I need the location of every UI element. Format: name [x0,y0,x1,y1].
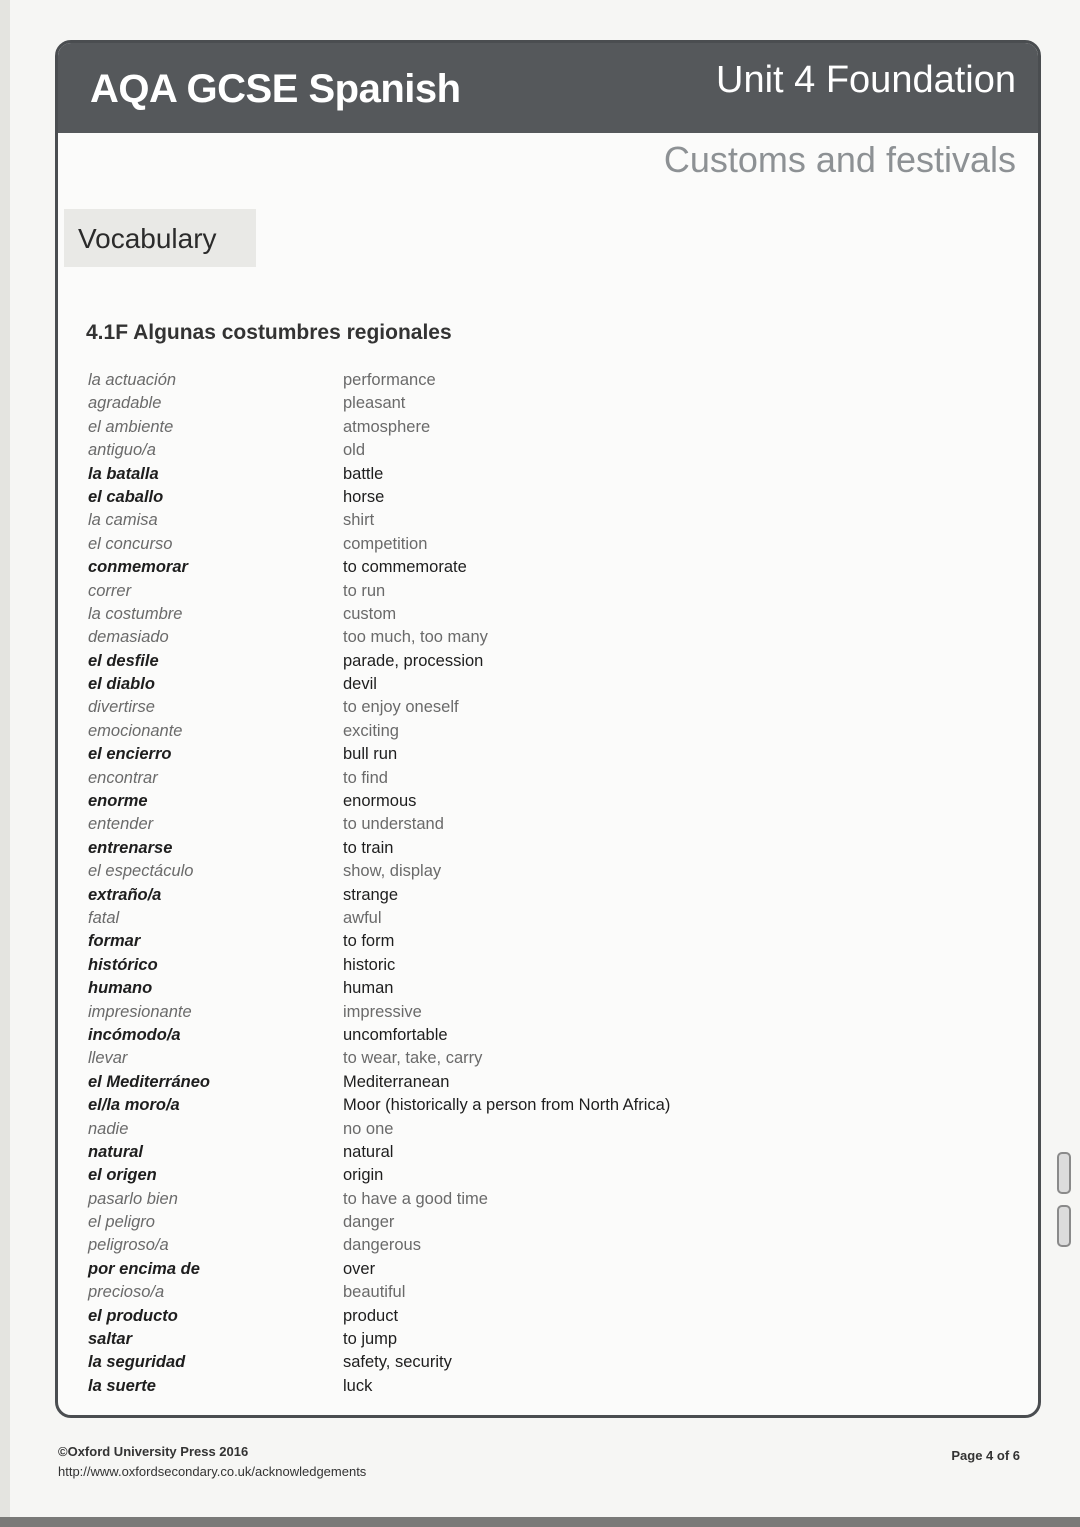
english-meaning: devil [343,675,377,694]
spanish-term: el peligro [88,1213,155,1232]
english-meaning: Moor (historically a person from North Africa) [343,1096,671,1115]
vocab-row [88,720,670,743]
vocab-row [88,1351,670,1374]
english-meaning: uncomfortable [343,1025,448,1044]
english-meaning: safety, security [343,1353,452,1372]
vocab-row [88,1001,670,1024]
spanish-term: entender [88,815,154,834]
spanish-term: enorme [88,792,148,811]
vocab-row [88,977,670,1000]
english-meaning: to wear, take, carry [343,1049,483,1068]
english-meaning: show, display [343,862,442,881]
spanish-term: la camisa [88,511,158,530]
vocab-row [88,392,670,415]
header-bar [58,43,1038,133]
vocabulary-heading: Vocabulary [78,223,217,254]
english-meaning: horse [343,487,385,506]
vocab-row [88,813,670,836]
vocab-row [88,1328,670,1351]
spanish-term: peligroso/a [88,1236,169,1255]
spanish-term: emocionante [88,721,183,740]
spanish-term: natural [88,1142,144,1161]
spanish-term: incómodo/a [88,1025,181,1044]
vocab-row [88,509,670,532]
english-meaning: over [343,1259,376,1278]
english-meaning: natural [343,1142,394,1161]
spanish-term: el/la moro/a [88,1096,180,1115]
spanish-term: el espectáculo [88,862,194,881]
vocab-row [88,1258,670,1281]
spanish-term: el desfile [88,651,159,670]
english-meaning: to commemorate [343,558,467,577]
footer-credits [58,1442,366,1482]
english-meaning: human [343,979,394,998]
vocab-row [88,439,670,462]
spanish-term: demasiado [88,628,169,647]
spanish-term: saltar [88,1330,133,1349]
english-meaning: to find [343,768,388,787]
spanish-term: el producto [88,1306,178,1325]
copyright-text: ©Oxford University Press 2016 [58,1444,249,1459]
spanish-term: el origen [88,1166,157,1185]
vocab-row [88,1305,670,1328]
english-meaning: bull run [343,745,398,764]
spanish-term: la costumbre [88,604,183,623]
spanish-term: el concurso [88,534,173,553]
vocab-row [88,533,670,556]
spanish-term: la suerte [88,1376,156,1395]
spanish-term: fatal [88,908,120,927]
vocab-row [88,907,670,930]
vocab-row [88,626,670,649]
english-meaning: to understand [343,815,444,834]
spanish-term: nadie [88,1119,129,1138]
unit-subtitle: Customs and festivals [663,139,1016,180]
worksheet-panel [55,40,1041,1418]
vocab-row [88,1071,670,1094]
english-meaning: to have a good time [343,1189,488,1208]
vocab-row [88,696,670,719]
vocabulary-list [88,369,670,1398]
vocab-row [88,486,670,509]
english-meaning: custom [343,604,397,623]
vocab-row [88,1118,670,1141]
vocab-row [88,1281,670,1304]
vocab-row [88,369,670,392]
spanish-term: conmemorar [88,558,188,577]
vocab-row [88,1188,670,1211]
english-meaning: beautiful [343,1283,406,1302]
english-meaning: origin [343,1166,384,1185]
english-meaning: pleasant [343,394,406,413]
english-meaning: awful [343,908,382,927]
spanish-term: la seguridad [88,1353,186,1372]
vocab-row [88,790,670,813]
acknowledgements-link[interactable]: http://www.oxfordsecondary.co.uk/acknowledgements [58,1464,367,1479]
vocab-row [88,954,670,977]
spanish-term: histórico [88,955,158,974]
spanish-term: divertirse [88,698,155,717]
spanish-term: impresionante [88,1002,192,1021]
spanish-term: por encima de [88,1259,200,1278]
vocab-row [88,1375,670,1398]
vocab-row [88,1211,670,1234]
vocab-row [88,767,670,790]
vocab-row [88,463,670,486]
spanish-term: la batalla [88,464,159,483]
vocab-row [88,1094,670,1117]
spanish-term: pasarlo bien [88,1189,178,1208]
english-meaning: battle [343,464,384,483]
binder-ring [1057,1152,1071,1194]
vocab-row [88,860,670,883]
vocab-row [88,1024,670,1047]
english-meaning: too much, too many [343,628,488,647]
spanish-term: el encierro [88,745,172,764]
english-meaning: shirt [343,511,375,530]
vocab-row [88,743,670,766]
page-number: Page 4 of 6 [951,1448,1020,1463]
spanish-term: correr [88,581,132,600]
english-meaning: luck [343,1376,373,1395]
vocab-row [88,650,670,673]
vocab-row [88,837,670,860]
english-meaning: exciting [343,721,399,740]
vocab-row [88,580,670,603]
vocab-row [88,416,670,439]
spanish-term: precioso/a [88,1283,165,1302]
vocab-row [88,1164,670,1187]
english-meaning: performance [343,371,436,389]
vocab-row [88,673,670,696]
vocab-row [88,884,670,907]
spanish-term: extraño/a [88,885,162,904]
spanish-term: formar [88,932,141,951]
spanish-term: agradable [88,394,162,413]
spanish-term: antiguo/a [88,441,156,460]
spanish-term: humano [88,979,153,998]
english-meaning: to jump [343,1330,398,1349]
spanish-term: la actuación [88,371,177,389]
vocab-row [88,930,670,953]
english-meaning: to enjoy oneself [343,698,459,717]
page-edge [0,0,10,1527]
vocab-row [88,556,670,579]
english-meaning: dangerous [343,1236,421,1255]
unit-title: Unit 4 Foundation [716,59,1016,101]
spanish-term: el Mediterráneo [88,1072,210,1091]
english-meaning: atmosphere [343,417,431,436]
spanish-term: llevar [88,1049,128,1068]
binder-ring [1057,1205,1071,1247]
english-meaning: historic [343,955,396,974]
vocab-row [88,1141,670,1164]
vocab-row [88,1047,670,1070]
english-meaning: danger [343,1213,395,1232]
english-meaning: Mediterranean [343,1072,450,1091]
english-meaning: impressive [343,1002,422,1021]
spanish-term: el diablo [88,675,155,694]
brand-title: AQA GCSE Spanish [90,67,461,111]
english-meaning: strange [343,885,399,904]
english-meaning: to run [343,581,386,600]
english-meaning: parade, procession [343,651,484,670]
vocab-row [88,1234,670,1257]
english-meaning: enormous [343,792,417,811]
spanish-term: el caballo [88,487,164,506]
spanish-term: el ambiente [88,417,174,436]
english-meaning: product [343,1306,399,1325]
spanish-term: entrenarse [88,838,173,857]
bottom-edge [0,1517,1080,1527]
english-meaning: to form [343,932,395,951]
english-meaning: to train [343,838,394,857]
english-meaning: no one [343,1119,394,1138]
section-title: 4.1F Algunas costumbres regionales [86,321,452,344]
spanish-term: encontrar [88,768,158,787]
english-meaning: competition [343,534,428,553]
english-meaning: old [343,441,366,460]
vocab-row [88,603,670,626]
